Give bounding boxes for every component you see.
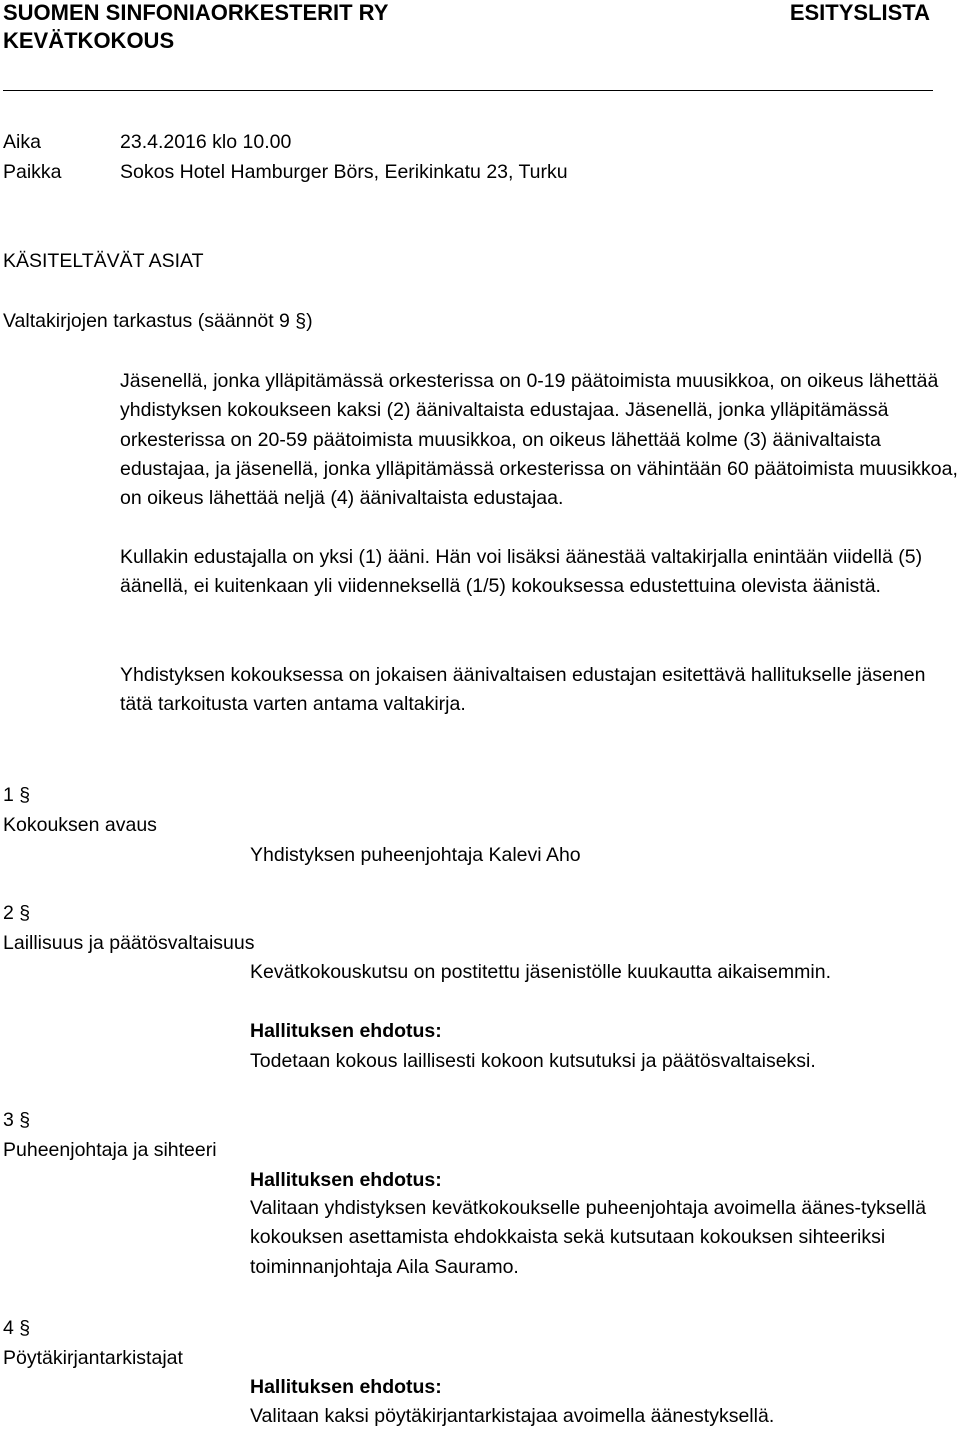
meeting-name: KEVÄTKOKOUS <box>3 28 175 53</box>
section-title: KÄSITELTÄVÄT ASIAT <box>3 250 204 272</box>
item-3-number: 3 § <box>3 1109 31 1131</box>
item-3-proposal-label: Hallituksen ehdotus: <box>250 1169 442 1191</box>
item-3-title: Puheenjohtaja ja sihteeri <box>3 1139 217 1161</box>
time-label: Aika <box>3 131 41 153</box>
item-4-title: Pöytäkirjantarkistajat <box>3 1347 183 1369</box>
item-2-proposal: Todetaan kokous laillisesti kokoon kutsutuksi ja päätösvaltaiseksi. <box>250 1050 816 1072</box>
place-value: Sokos Hotel Hamburger Börs, Eerikinkatu 23, Turku <box>120 161 568 183</box>
header-rule <box>3 90 933 91</box>
item-2-title: Laillisuus ja päätösvaltaisuus <box>3 932 255 954</box>
item-2-number: 2 § <box>3 902 31 924</box>
item-1-text: Yhdistyksen puheenjohtaja Kalevi Aho <box>250 844 581 866</box>
credentials-heading: Valtakirjojen tarkastus (säännöt 9 §) <box>3 310 313 332</box>
place-label: Paikka <box>3 161 62 183</box>
credentials-paragraph-3: Yhdistyksen kokouksessa on jokaisen äänivaltaisen edustajan esitettävä hallitukselle jäsenen tätä tarkoitusta varten antama valtakirja. <box>120 664 926 716</box>
item-4-number: 4 § <box>3 1317 31 1339</box>
item-1-number: 1 § <box>3 784 31 806</box>
item-3-proposal: Valitaan yhdistyksen kevätkokoukselle puheenjohtaja avoimella äänes-tyksellä kokouksen asettamista ehdokkaista sekä kutsutaan kokouksen sihteeriksi toiminnanjohtaja Aila Sauramo. <box>250 1197 927 1278</box>
item-2-proposal-label: Hallituksen ehdotus: <box>250 1020 442 1042</box>
credentials-paragraph-2: Kullakin edustajalla on yksi (1) ääni. Hän voi lisäksi äänestää valtakirjalla enintään viidellä (5) äänellä, ei kuitenkaan yli viidenneksellä (1/5) kokouksessa edustettuina olevista äänistä. <box>120 546 923 598</box>
org-name: SUOMEN SINFONIAORKESTERIT RY <box>3 0 389 25</box>
item-4-proposal-label: Hallituksen ehdotus: <box>250 1376 442 1398</box>
item-4-proposal: Valitaan kaksi pöytäkirjantarkistajaa avoimella äänestyksellä. <box>250 1405 775 1427</box>
item-1-title: Kokouksen avaus <box>3 814 157 836</box>
item-2-text: Kevätkokouskutsu on postitettu jäsenistölle kuukautta aikaisemmin. <box>250 961 831 983</box>
time-value: 23.4.2016 klo 10.00 <box>120 131 292 153</box>
document-type: ESITYSLISTA <box>789 0 930 25</box>
credentials-paragraph-1: Jäsenellä, jonka ylläpitämässä orkesterissa on 0-19 päätoimista muusikkoa, on oikeus lähettää yhdistyksen kokoukseen kaksi (2) äänivaltaista edustajaa. Jäsenellä, jonka ylläpitämässä orkesterissa on 20-59 päätoimista muusikkoa, on oikeus lähettää kolme (3) äänivaltaista edustajaa, ja jäsenellä, jonka ylläpitämässä orkesterissa on vähintään 60 päätoimista muusikkoa, on oikeus lähettää neljä (4) äänivaltaista edustajaa. <box>120 370 958 510</box>
